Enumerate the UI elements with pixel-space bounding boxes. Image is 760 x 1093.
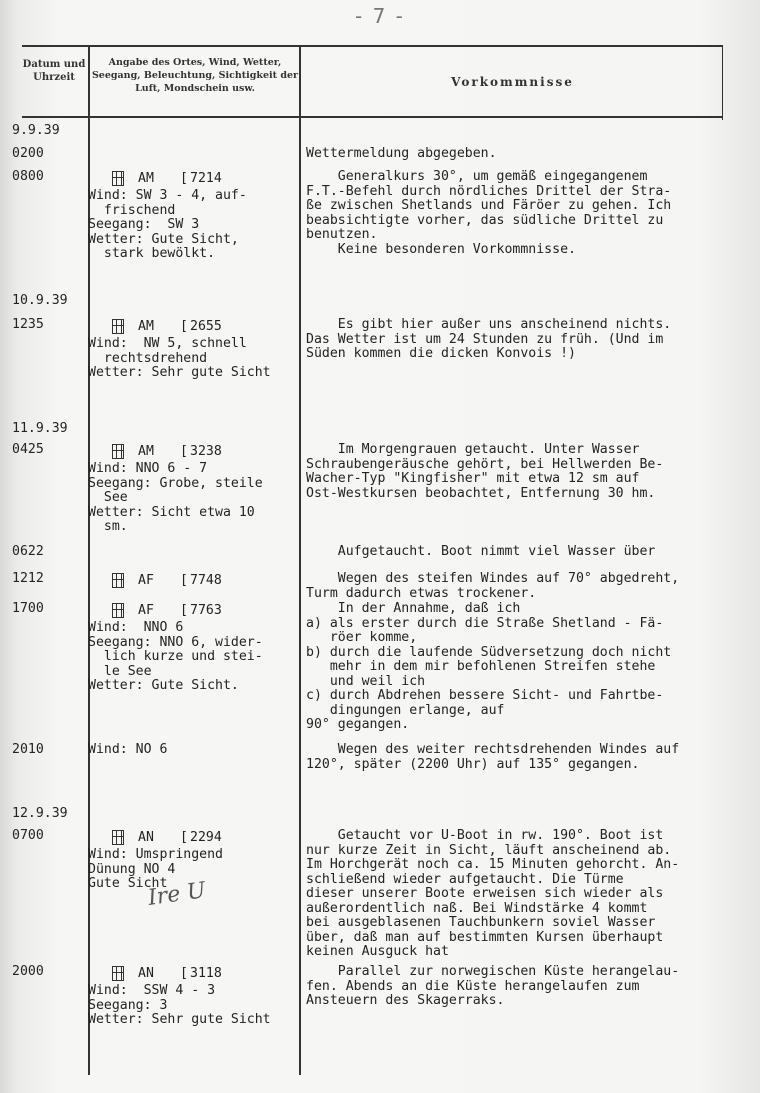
grid-square-icon (112, 319, 124, 334)
event-line: Es gibt hier außer uns anscheinend nichts. (306, 317, 672, 332)
place-line: Seegang: SW 3 (88, 217, 200, 232)
square-bracket-icon: [ (180, 171, 188, 186)
entry-time: 0700 (12, 828, 44, 843)
event-line: benutzen. (306, 227, 378, 242)
place-line: Seegang: NNO 6, wider- (88, 634, 263, 650)
place-line: Dünung NO 4 (88, 861, 176, 877)
grid-square-icon (112, 444, 124, 459)
header-events: Vorkommnisse (451, 75, 574, 89)
event-line: c) durch Abdrehen bessere Sicht- und Fahrtbe- (306, 688, 664, 703)
place-line: Wind: SSW 4 - 3 (88, 983, 216, 998)
square-bracket-icon: [ (180, 444, 188, 459)
grid-square-icon (112, 603, 124, 618)
event-line: und weil ich (306, 673, 426, 689)
place-line: Wind: NNO 6 - 7 (88, 461, 208, 476)
place-line: stark bewölkt. (88, 246, 216, 261)
grid-square-icon (112, 966, 124, 981)
place-line: Wind: NW 5, schnell (88, 336, 247, 351)
place-line: Wind: NNO 6 (88, 620, 184, 635)
event-line: Wegen des weiter rechtsdrehenden Windes auf (306, 742, 680, 757)
place-line: rechtsdrehend (88, 350, 208, 366)
grid-square-number: 3118 (190, 966, 222, 981)
entry-time: 1700 (12, 601, 44, 616)
place-line: Wetter: Gute Sicht, (88, 231, 239, 247)
event-line: Wacher-Typ "Kingfisher" mit etwa 12 sm auf (306, 471, 640, 486)
square-bracket-icon: [ (180, 966, 188, 981)
grid-square-number: 2294 (190, 830, 222, 845)
place-line: Gute Sicht (88, 876, 168, 891)
event-line: 90° gegangen. (306, 717, 410, 732)
event-line: Im Horchgerät noch ca. 15 Minuten gehorcht. An- (306, 857, 680, 872)
event-line: F.T.-Befehl durch nördliches Drittel der Stra- (306, 183, 672, 199)
place-line: Seegang: 3 (88, 997, 168, 1013)
grid-code: AN (138, 966, 154, 981)
square-bracket-icon: [ (180, 830, 188, 845)
entry-time: 1235 (12, 317, 44, 332)
event-line: a) als erster durch die Straße Shetland - Fä- (306, 615, 664, 631)
event-line: schließend wieder aufgetaucht. Die Türme (306, 871, 624, 887)
header-date: Datum und Uhrzeit (22, 59, 86, 83)
event-line: außerordentlich naß. Bei Windstärke 4 kommt (306, 900, 648, 916)
grid-square-number: 2655 (190, 319, 222, 334)
grid-code: AM (138, 171, 154, 186)
event-line: 120°, später (2200 Uhr) auf 135° gegangen. (306, 756, 640, 772)
event-line: dingungen erlange, auf (306, 702, 505, 718)
event-line: fen. Abends an die Küste herangelaufen zum (306, 978, 640, 994)
place-line: lich kurze und stei- (88, 649, 263, 664)
event-line: Süden kommen die dicken Konvois !) (306, 346, 576, 361)
event-line: nur kurze Zeit in Sicht, läuft anscheinend ab. (306, 842, 672, 858)
entry-time: 0425 (12, 442, 44, 457)
place-line: Seegang: Grobe, steile (88, 475, 263, 491)
place-line: See (88, 490, 128, 505)
entry-time: 2010 (12, 742, 44, 757)
event-line: Ost-Westkursen beobachtet, Entfernung 30 hm. (306, 485, 656, 501)
event-line: Schraubengeräusche gehört, bei Hellwerden Be- (306, 456, 664, 472)
grid-square-icon (112, 830, 124, 845)
event-line: Generalkurs 30°, um gemäß eingegangenem (306, 169, 648, 184)
place-line: Wetter: Gute Sicht. (88, 678, 239, 693)
entry-time: 0800 (12, 169, 44, 184)
square-bracket-icon: [ (180, 603, 188, 618)
event-line: keinen Ausguck hat (306, 944, 449, 959)
event-line: Das Wetter ist um 24 Stunden zu früh. (Und im (306, 331, 664, 347)
event-line: Parallel zur norwegischen Küste herangelau- (306, 964, 680, 979)
event-line: Getaucht vor U-Boot in rw. 190°. Boot ist (306, 828, 664, 843)
event-line: Aufgetaucht. Boot nimmt viel Wasser über (306, 544, 656, 559)
place-line: le See (88, 663, 152, 679)
entry-time: 0622 (12, 544, 44, 559)
event-line: Wegen des steifen Windes auf 70° abgedreht, (306, 571, 680, 586)
grid-square-icon (112, 171, 124, 186)
header-place: Angabe des Ortes, Wind, Wetter, Seegang, Beleuchtung, Sichtigkeit der Luft, Mondschein usw. (91, 57, 299, 94)
header-top-rule (22, 45, 722, 47)
event-line: Keine besonderen Vorkommnisse. (306, 241, 576, 257)
column-divider-place (299, 45, 301, 1075)
event-line: b) durch die laufende Südversetzung doch nicht (306, 644, 672, 660)
event-line: über, daß man auf bestimmten Kursen überhaupt (306, 929, 664, 945)
entry-date: 10.9.39 (12, 293, 68, 308)
place-line: frischend (88, 202, 176, 218)
grid-square-icon (112, 573, 124, 588)
grid-code: AM (138, 319, 154, 334)
grid-code: AM (138, 444, 154, 459)
square-bracket-icon: [ (180, 573, 188, 588)
entry-date: 12.9.39 (12, 806, 68, 821)
entry-time: 2000 (12, 964, 44, 979)
place-line: Wetter: Sicht etwa 10 (88, 504, 255, 520)
grid-code: AF (138, 573, 154, 588)
entry-time: 1212 (12, 571, 44, 586)
header-bottom-rule (22, 116, 722, 118)
place-line: Wind: SW 3 - 4, auf- (88, 188, 247, 203)
entry-date: 9.9.39 (12, 123, 60, 138)
event-line: dieser unserer Boote erweisen sich wieder als (306, 886, 664, 901)
event-line: Turm dadurch etwas trockener. (306, 585, 537, 601)
event-line: ße zwischen Shetlands und Färöer zu gehen. Ich (306, 198, 672, 213)
handwritten-initials: Ire U (146, 878, 208, 911)
grid-code: AN (138, 830, 154, 845)
place-line: Wetter: Sehr gute Sicht (88, 1012, 271, 1027)
entry-time: 0200 (12, 146, 44, 161)
place-line: sm. (88, 519, 128, 534)
grid-code: AF (138, 603, 154, 618)
event-line: Wettermeldung abgegeben. (306, 146, 497, 161)
event-line: In der Annahme, daß ich (306, 601, 521, 616)
grid-square-number: 7214 (190, 171, 222, 186)
page-number: - 7 - (355, 4, 405, 28)
place-line: Wetter: Sehr gute Sicht (88, 365, 271, 380)
square-bracket-icon: [ (180, 319, 188, 334)
event-line: Ansteuern des Skagerraks. (306, 993, 505, 1008)
event-line: beabsichtigte vorher, das südliche Drittel zu (306, 212, 664, 228)
entry-date: 11.9.39 (12, 421, 68, 436)
event-line: Im Morgengrauen getaucht. Unter Wasser (306, 442, 640, 457)
grid-square-number: 7763 (190, 603, 222, 618)
place-line: Wind: Umspringend (88, 847, 223, 862)
grid-square-number: 3238 (190, 444, 222, 459)
event-line: bei ausgeblasenen Tauchbunkern soviel Wasser (306, 915, 656, 930)
event-line: röer komme, (306, 630, 418, 645)
grid-square-number: 7748 (190, 573, 222, 588)
event-line: mehr in dem mir befohlenen Streifen stehe (306, 659, 656, 674)
place-line: Wind: NO 6 (88, 742, 168, 757)
